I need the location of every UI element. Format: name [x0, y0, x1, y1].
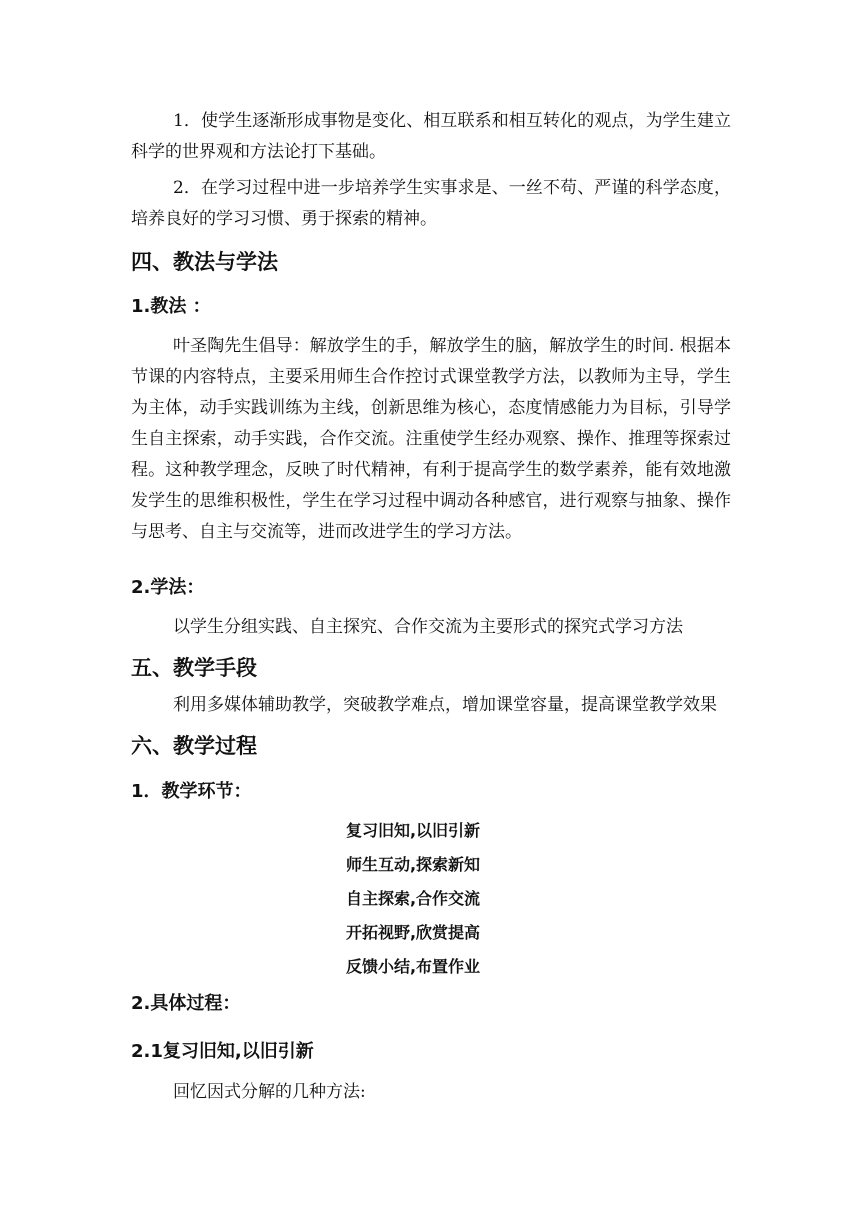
learning-method-paragraph: 以学生分组实践、自主探究、合作交流为主要形式的探究式学习方法 — [173, 617, 683, 637]
review-subsection-heading: 2.1复习旧知,以旧引新 — [131, 1041, 314, 1062]
goal-paragraph-2: 2．在学习过程中进一步培养学生实事求是、一丝不苟、严谨的科学态度，培养良好的学习习惯、勇于探索的精神。 — [131, 178, 731, 229]
teaching-method-heading: 1.教法 ： — [131, 296, 211, 317]
teaching-stage-item: 复习旧知,以旧引新 — [345, 821, 481, 840]
teaching-stage-item: 开拓视野,欣赏提高 — [345, 923, 481, 942]
section-4-heading: 四、教法与学法 — [131, 250, 278, 274]
teaching-stages-list — [300, 814, 526, 984]
section-6-heading: 六、教学过程 — [131, 734, 257, 758]
teaching-stage-item: 师生互动,探索新知 — [345, 855, 481, 874]
detailed-process-heading: 2.具体过程： — [131, 993, 241, 1014]
goal-paragraph-1: 1．使学生逐渐形成事物是变化、相互联系和相互转化的观点，为学生建立科学的世界观和方法论打下基础。 — [131, 111, 731, 162]
review-subsection-paragraph: 回忆因式分解的几种方法: — [173, 1082, 366, 1102]
section-5-heading: 五、教学手段 — [131, 656, 257, 680]
teaching-stage-item: 反馈小结,布置作业 — [345, 957, 481, 976]
teaching-stage-item: 自主探索,合作交流 — [345, 889, 481, 908]
teaching-method-paragraph: 叶圣陶先生倡导：解放学生的手，解放学生的脑，解放学生的时间. 根据本节课的内容特点，主要采用师生合作控讨式课堂教学方法，以教师为主导，学生为主体，动手实践训练为主线，创新思维为核心，态度情感能力为目标，引导学生自主探索，动手实践，合作交流。注重使学生经办观察、操作、推理等探索过程。这种教学理念，反映了时代精神，有利于提高学生的数学素养，能有效地激发学生的思维积极性，学生在学习过程中调动各种感官，进行观察与抽象、操作与思考、自主与交流等，进而改进学生的学习方法。 — [131, 336, 731, 542]
learning-method-heading: 2.学法： — [131, 577, 205, 598]
section-5-paragraph: 利用多媒体辅助教学，突破教学难点，增加课堂容量，提高课堂教学效果 — [173, 695, 717, 715]
teaching-stages-heading: 1．教学环节： — [131, 781, 252, 802]
